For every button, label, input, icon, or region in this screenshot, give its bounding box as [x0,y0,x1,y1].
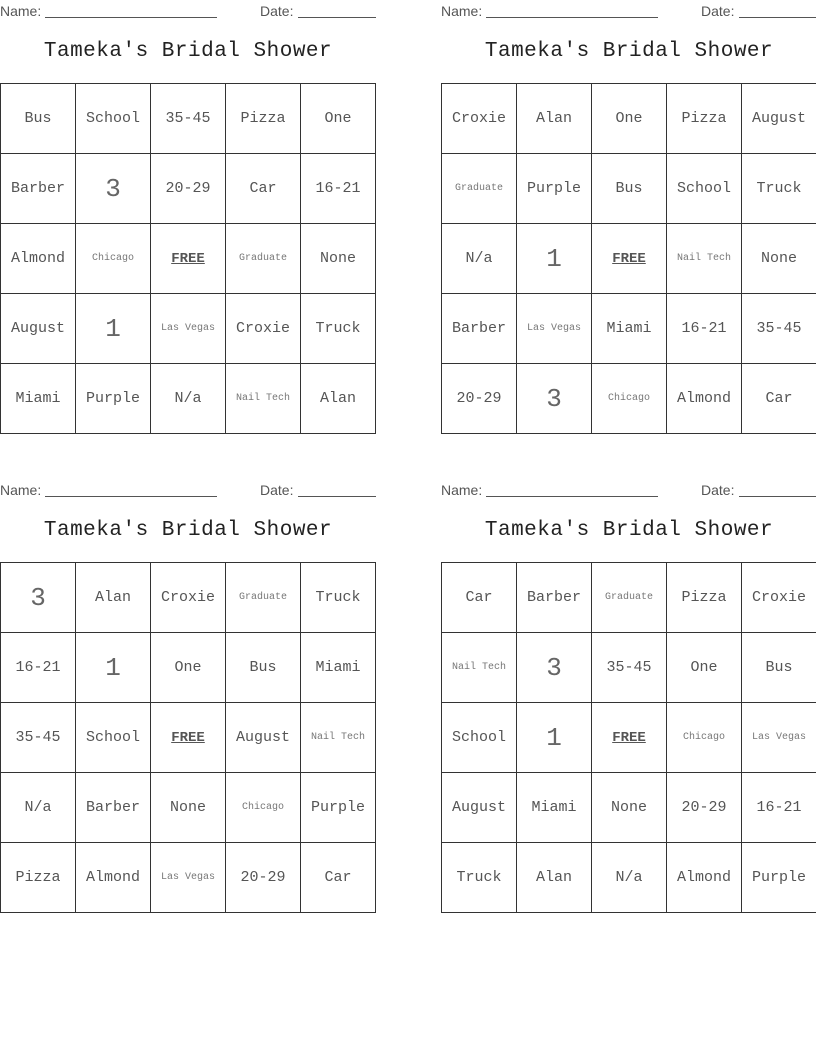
bingo-cell: N/a [1,773,76,843]
bingo-cell: 35-45 [1,703,76,773]
grid-row [1,633,376,703]
grid-row [1,154,376,224]
bingo-cell: Purple [742,843,816,913]
bingo-cell: Truck [301,563,376,633]
bingo-cell: Graduate [226,563,301,633]
date-label: Date: [701,482,735,498]
bingo-cell: One [301,84,376,154]
bingo-cell: 20-29 [151,154,226,224]
grid-row [442,84,816,154]
bingo-cell: Truck [301,294,376,364]
grid-row [442,773,816,843]
bingo-cell: Truck [442,843,517,913]
bingo-cell: August [1,294,76,364]
bingo-cell: 3 [517,633,592,703]
bingo-cell: Las Vegas [517,294,592,364]
bingo-cell: Barber [517,563,592,633]
bingo-grid [0,83,376,434]
date-label: Date: [701,3,735,19]
bingo-cell: 20-29 [442,364,517,434]
bingo-card-2 [441,0,816,440]
bingo-cell: 3 [76,154,151,224]
grid-row [442,633,816,703]
date-line [739,496,816,497]
bingo-cell: None [742,224,816,294]
bingo-cell: School [667,154,742,224]
bingo-cell: Almond [667,364,742,434]
card-header [0,481,376,499]
name-label: Name: [0,482,42,498]
grid-row [442,843,816,913]
date-label: Date: [260,482,294,498]
bingo-grid [441,83,816,434]
name-line [486,17,658,18]
bingo-cell: 1 [76,294,151,364]
bingo-cell: 16-21 [742,773,816,843]
bingo-cell: None [592,773,667,843]
card-title: Tameka's Bridal Shower [484,519,774,542]
name-label: Name: [441,3,483,19]
bingo-cell: Barber [442,294,517,364]
grid-row [442,563,816,633]
bingo-cell: Almond [667,843,742,913]
bingo-cell: Graduate [226,224,301,294]
bingo-cell: Almond [1,224,76,294]
bingo-cell: Nail Tech [301,703,376,773]
grid-row [1,563,376,633]
grid-row [442,364,816,434]
name-label: Name: [0,3,42,19]
grid-row [1,843,376,913]
grid-row [442,703,816,773]
grid-row [1,703,376,773]
bingo-cell: 1 [517,224,592,294]
free-space: FREE [592,224,667,294]
bingo-cell: Miami [301,633,376,703]
bingo-cell: 20-29 [226,843,301,913]
grid-row [1,224,376,294]
bingo-cell: One [592,84,667,154]
bingo-cell: Las Vegas [151,843,226,913]
bingo-cell: Truck [742,154,816,224]
bingo-cell: Alan [517,843,592,913]
bingo-cell: 20-29 [667,773,742,843]
bingo-cell: Miami [592,294,667,364]
name-line [45,17,217,18]
bingo-cell: Barber [1,154,76,224]
bingo-cell: Croxie [226,294,301,364]
grid-row [1,364,376,434]
bingo-cell: Graduate [592,563,667,633]
bingo-cell: August [226,703,301,773]
bingo-card-3 [0,479,376,919]
bingo-cell: N/a [592,843,667,913]
date-line [739,17,816,18]
bingo-grid [0,562,376,913]
bingo-cell: 16-21 [667,294,742,364]
date-line [298,17,376,18]
bingo-grid [441,562,816,913]
grid-row [1,84,376,154]
bingo-cell: Bus [592,154,667,224]
bingo-cell: Pizza [667,563,742,633]
bingo-cell: Las Vegas [742,703,816,773]
bingo-cell: Chicago [76,224,151,294]
grid-row [1,773,376,843]
date-label: Date: [260,3,294,19]
bingo-cell: August [742,84,816,154]
bingo-cell: Miami [1,364,76,434]
bingo-cell: Car [442,563,517,633]
name-line [45,496,217,497]
grid-row [442,154,816,224]
bingo-cell: Bus [742,633,816,703]
bingo-cell: Car [301,843,376,913]
bingo-cell: 1 [517,703,592,773]
bingo-cell: Alan [76,563,151,633]
bingo-cell: None [151,773,226,843]
bingo-cell: Alan [301,364,376,434]
bingo-cell: Graduate [442,154,517,224]
bingo-cell: Pizza [667,84,742,154]
card-title: Tameka's Bridal Shower [43,40,333,63]
bingo-cell: Croxie [742,563,816,633]
bingo-cell: Croxie [151,563,226,633]
bingo-cell: Chicago [226,773,301,843]
bingo-cell: Las Vegas [151,294,226,364]
bingo-cell: Purple [76,364,151,434]
bingo-cell: Alan [517,84,592,154]
bingo-cell: Croxie [442,84,517,154]
bingo-cell: School [76,703,151,773]
bingo-cell: Pizza [226,84,301,154]
bingo-cell: Nail Tech [667,224,742,294]
card-title: Tameka's Bridal Shower [484,40,774,63]
bingo-cell: Nail Tech [442,633,517,703]
bingo-cell: N/a [151,364,226,434]
bingo-cell: Chicago [667,703,742,773]
bingo-cell: Pizza [1,843,76,913]
bingo-cell: 16-21 [1,633,76,703]
bingo-cell: Miami [517,773,592,843]
bingo-cell: Bus [1,84,76,154]
bingo-cell: Almond [76,843,151,913]
bingo-cell: Barber [76,773,151,843]
free-space: FREE [592,703,667,773]
bingo-cell: 16-21 [301,154,376,224]
bingo-cell: 3 [517,364,592,434]
bingo-cell: N/a [442,224,517,294]
bingo-cell: 1 [76,633,151,703]
bingo-cell: Bus [226,633,301,703]
bingo-cell: 3 [1,563,76,633]
bingo-cell: Nail Tech [226,364,301,434]
bingo-card-1 [0,0,376,440]
bingo-cell: None [301,224,376,294]
bingo-cell: 35-45 [151,84,226,154]
grid-row [442,224,816,294]
free-space: FREE [151,224,226,294]
bingo-cell: 35-45 [742,294,816,364]
date-line [298,496,376,497]
grid-row [442,294,816,364]
name-label: Name: [441,482,483,498]
grid-row [1,294,376,364]
free-space: FREE [151,703,226,773]
bingo-cell: Purple [301,773,376,843]
card-header [0,2,376,20]
bingo-cell: 35-45 [592,633,667,703]
bingo-cell: Car [226,154,301,224]
bingo-cell: School [442,703,517,773]
card-header [441,2,816,20]
bingo-cell: Purple [517,154,592,224]
card-title: Tameka's Bridal Shower [43,519,333,542]
card-header [441,481,816,499]
bingo-cell: One [667,633,742,703]
bingo-card-4 [441,479,816,919]
bingo-cell: School [76,84,151,154]
name-line [486,496,658,497]
bingo-cell: One [151,633,226,703]
bingo-cell: August [442,773,517,843]
bingo-cell: Car [742,364,816,434]
bingo-cell: Chicago [592,364,667,434]
